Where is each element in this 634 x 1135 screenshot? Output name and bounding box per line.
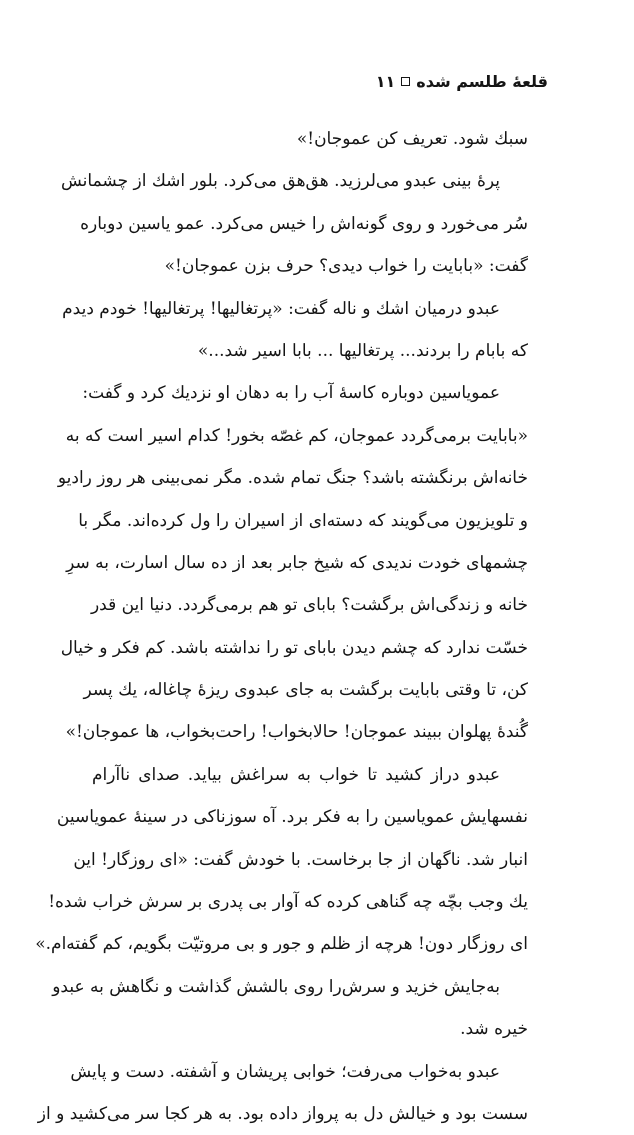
text-line: و تلویزیون می‌گویند كه دسته‌ای از اسیران را ول كرده‌اند. مگر با <box>78 510 528 531</box>
text-line: خسّت ندارد كه چشم ديدن بابای تو را نداشته باشد. كم فكر و خيال <box>60 637 528 658</box>
text-line: چشمهای خودت نديدی كه شيخ جابر بعد از ده سال اسارت، به سرِ <box>66 552 528 573</box>
text-line: عبدو درمیان اشك و ناله گفت: «پرتغالیها! پرتغالیها! خودم دیدم <box>62 298 500 319</box>
text-line: گفت: «بابایت را خواب دیدی؟ حرف بزن عموجان!» <box>164 256 528 277</box>
text-line: سبك شود. تعريف كن عموجان!» <box>296 129 528 149</box>
text-line: عموياسين دوباره كاسهٔ آب را به دهان او نزديك كرد و گفت: <box>82 383 500 404</box>
text-line: به‌جايش خزيد و سرش‌را روی بالشش گذاشت و نگاهش به عبدو <box>52 976 500 997</box>
text-line: ای روزگار دون! هرچه از ظلم و جور و بی مروتيّت بگويم، كم گفته‌ام.» <box>35 934 528 955</box>
text-line: يك وجب بچّه چه گناهی كرده كه آوار بی پدری بر سرش خراب شده! <box>48 892 528 913</box>
text-line: نفسهايش عموياسين را به فكر برد. آه سوزناكی در سينهٔ عموياسين <box>56 807 528 828</box>
text-line: كه بابام را بردند... پرتغالیها ... بابا اسیر شد...» <box>197 340 528 361</box>
body-text <box>35 118 528 1135</box>
separator-square-icon <box>401 77 410 86</box>
text-line: سُر می‌خورد و روی گونه‌اش را خیس می‌کرد. عمو یاسین دوباره <box>80 213 528 234</box>
page-number: ۱۱ <box>375 71 396 91</box>
text-line: كن، تا وقتی بابايت برگشت به جای عبدوی ريزهٔ چاغاله، يك پسر <box>83 680 528 701</box>
text-line: خانه و زندگی‌اش برگشت؟ بابای تو هم برمی‌گردد. دنيا اين قدر <box>90 595 528 616</box>
text-line: سست بود و خيالش دل به پرواز داده بود. به هر كجا سر می‌كشيد و از <box>37 1103 528 1124</box>
text-line: گُندهٔ پهلوان ببیند عموجان! حالابخواب! راحت‌بخواب، ها عموجان!» <box>65 722 528 743</box>
text-line: عبدو دراز كشيد تا خواب به سراغش بيايد. صدای ناآرام <box>92 764 500 785</box>
running-header <box>376 66 548 96</box>
text-line: «بابايت برمی‌گردد عموجان، كم غصّه بخور! كدام اسير است كه به <box>65 425 528 446</box>
text-line: خيره شد. <box>460 1019 528 1040</box>
text-line: خانه‌اش برنگشته باشد؟ جنگ تمام شده. مگر نمی‌بینی هر روز راديو <box>57 468 528 489</box>
text-line: پرهٔ بینی عبدو می‌لرزید. هق‌هق می‌کرد. بلور اشك از چشمانش <box>61 171 500 192</box>
text-line: انبار شد. ناگهان از جا برخاست. با خودش گفت: «ای روزگار! اين <box>73 849 528 870</box>
book-title: قلعهٔ طلسم شده <box>416 71 548 91</box>
text-line: عبدو به‌خواب می‌رفت؛ خوابی پريشان و آشفته. دست و پايش <box>70 1061 500 1082</box>
